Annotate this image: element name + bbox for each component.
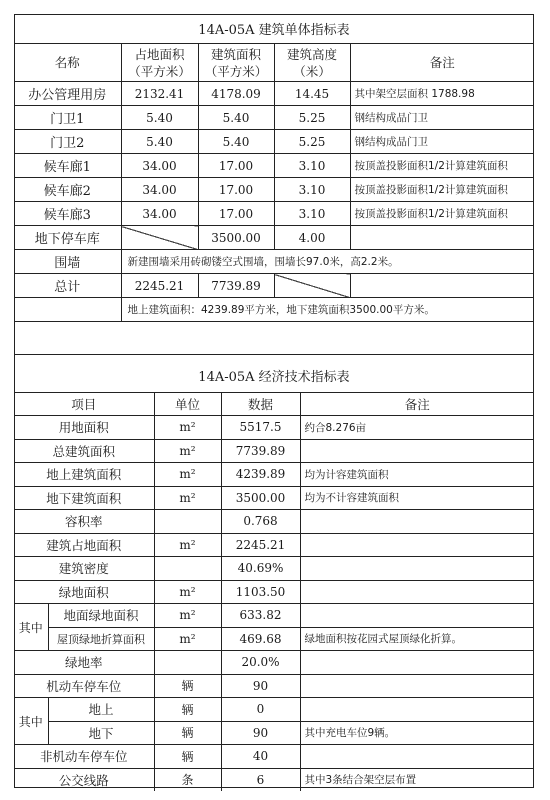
row-area: 4178.09: [198, 82, 274, 106]
row-item: 机动车停车位: [14, 674, 154, 698]
row-name: 总计: [14, 274, 121, 298]
row-unit: [154, 510, 221, 534]
row-value: 90: [221, 721, 300, 745]
row-value: 7739.89: [221, 439, 300, 463]
header-height: 建筑高度 （米）: [274, 44, 350, 82]
row-note: [300, 604, 534, 628]
row-note: 按顶盖投影面积1/2计算建筑面积: [350, 154, 534, 178]
row-item: 地面绿地面积: [48, 604, 154, 628]
row-name: 围墙: [14, 250, 121, 274]
building-indicator-table: [14, 14, 534, 355]
table1-title: 14A-05A 建筑单体指标表: [14, 14, 534, 44]
empty-diagonal-cell: [274, 274, 350, 298]
row-unit: m²: [154, 604, 221, 628]
row-footprint: 34.00: [121, 178, 198, 202]
row-unit: [154, 557, 221, 581]
empty-diagonal-cell: [121, 226, 198, 250]
row-unit: 条: [154, 768, 221, 791]
row-value: 633.82: [221, 604, 300, 628]
row-note: 按顶盖投影面积1/2计算建筑面积: [350, 178, 534, 202]
row-value: 90: [221, 674, 300, 698]
row-name: 候车廊1: [14, 154, 121, 178]
row-note: 均为计容建筑面积: [300, 463, 534, 487]
row-item: 建筑占地面积: [14, 533, 154, 557]
wall-description: 新建围墙采用砖砌镂空式围墙，围墙长97.0米，高2.2米。: [121, 250, 534, 274]
row-height: 3.10: [274, 154, 350, 178]
header-note: 备注: [350, 44, 534, 82]
row-height: 5.25: [274, 130, 350, 154]
row-value: 4239.89: [221, 463, 300, 487]
group-label-green: 其中: [14, 604, 48, 651]
row-height: 14.45: [274, 82, 350, 106]
row-note: [300, 745, 534, 769]
row-name: 候车廊3: [14, 202, 121, 226]
row-note: [300, 533, 534, 557]
header-area: 建筑面积 （平方米）: [198, 44, 274, 82]
row-unit: m²: [154, 463, 221, 487]
row-value: 40.69%: [221, 557, 300, 581]
row-height: 4.00: [274, 226, 350, 250]
row-value: 1103.50: [221, 580, 300, 604]
row-note: [300, 510, 534, 534]
row-height: 3.10: [274, 202, 350, 226]
row-unit: 辆: [154, 721, 221, 745]
row-item: 地下建筑面积: [14, 486, 154, 510]
row-note: 钢结构成品门卫: [350, 106, 534, 130]
table-row: [14, 580, 534, 604]
row-note: 其中充电车位9辆。: [300, 721, 534, 745]
group-label-parking: 其中: [14, 698, 48, 745]
row-item: 建筑密度: [14, 557, 154, 581]
table-row: [14, 416, 534, 440]
basement-row: [14, 226, 534, 250]
row-height: 3.10: [274, 178, 350, 202]
total-footprint: 2245.21: [121, 274, 198, 298]
document-page: [14, 14, 534, 788]
table-row: [14, 439, 534, 463]
row-note: 均为不计容建筑面积: [300, 486, 534, 510]
row-value: 40: [221, 745, 300, 769]
total-area: 7739.89: [198, 274, 274, 298]
table-row: [14, 674, 534, 698]
row-name: 地下停车库: [14, 226, 121, 250]
row-area: 17.00: [198, 154, 274, 178]
header-item: 项目: [14, 393, 154, 416]
row-name: 候车廊2: [14, 178, 121, 202]
row-note: 绿地面积按花园式屋顶绿化折算。: [300, 627, 534, 651]
empty-cell: [14, 298, 121, 322]
row-note: 约合8.276亩: [300, 416, 534, 440]
blank-row: [14, 322, 534, 355]
row-unit: m²: [154, 416, 221, 440]
row-value: 2245.21: [221, 533, 300, 557]
table1-header-row: [14, 44, 534, 82]
row-item: 地上: [48, 698, 154, 722]
row-area: 5.40: [198, 130, 274, 154]
table-row: [14, 698, 534, 722]
row-unit: 辆: [154, 698, 221, 722]
row-value: 6: [221, 768, 300, 791]
row-note: [350, 274, 534, 298]
table-row: [14, 533, 534, 557]
row-area: 17.00: [198, 178, 274, 202]
row-value: 0: [221, 698, 300, 722]
table2-header-row: [14, 393, 534, 416]
summary-text: 地上建筑面积：4239.89平方米，地下建筑面积3500.00平方米。: [121, 298, 534, 322]
row-item: 绿地率: [14, 651, 154, 675]
row-unit: m²: [154, 627, 221, 651]
row-note: [300, 674, 534, 698]
row-height: 5.25: [274, 106, 350, 130]
table-row: [14, 486, 534, 510]
row-footprint: 34.00: [121, 202, 198, 226]
row-note: [300, 698, 534, 722]
table-row: [14, 154, 534, 178]
row-item: 绿地面积: [14, 580, 154, 604]
economic-indicator-table: [14, 359, 534, 791]
header-footprint: 占地面积 （平方米）: [121, 44, 198, 82]
row-note: [300, 580, 534, 604]
row-item: 非机动车停车位: [14, 745, 154, 769]
header-note: 备注: [300, 393, 534, 416]
header-name: 名称: [14, 44, 121, 82]
table-row: [14, 463, 534, 487]
table-row: [14, 604, 534, 628]
table-row: [14, 745, 534, 769]
row-footprint: 2132.41: [121, 82, 198, 106]
row-note: [300, 439, 534, 463]
row-unit: m²: [154, 533, 221, 557]
row-footprint: 34.00: [121, 154, 198, 178]
row-value: 5517.5: [221, 416, 300, 440]
row-value: 0.768: [221, 510, 300, 534]
row-unit: m²: [154, 439, 221, 463]
table-row: [14, 82, 534, 106]
row-note: 按顶盖投影面积1/2计算建筑面积: [350, 202, 534, 226]
table-row: [14, 510, 534, 534]
row-item: 公交线路: [14, 768, 154, 791]
row-item: 屋顶绿地折算面积: [48, 627, 154, 651]
row-value: 20.0%: [221, 651, 300, 675]
row-value: 3500.00: [221, 486, 300, 510]
table2-title: 14A-05A 经济技术指标表: [14, 359, 534, 393]
header-value: 数据: [221, 393, 300, 416]
row-unit: 辆: [154, 674, 221, 698]
table-row: [14, 627, 534, 651]
table-row: [14, 106, 534, 130]
row-note: [300, 557, 534, 581]
total-row: [14, 274, 534, 298]
table-row: [14, 651, 534, 675]
row-unit: m²: [154, 580, 221, 604]
row-item: 地上建筑面积: [14, 463, 154, 487]
row-footprint: 5.40: [121, 106, 198, 130]
table-row: [14, 202, 534, 226]
row-note: [300, 651, 534, 675]
row-item: 用地面积: [14, 416, 154, 440]
row-area: 17.00: [198, 202, 274, 226]
empty-cell: [14, 322, 534, 355]
table-row: [14, 721, 534, 745]
row-footprint: 5.40: [121, 130, 198, 154]
row-unit: 辆: [154, 745, 221, 769]
row-unit: m²: [154, 486, 221, 510]
row-area: 5.40: [198, 106, 274, 130]
table-row: [14, 130, 534, 154]
row-item: 容积率: [14, 510, 154, 534]
table-row: [14, 768, 534, 791]
row-area: 3500.00: [198, 226, 274, 250]
row-note: 钢结构成品门卫: [350, 130, 534, 154]
summary-row: [14, 298, 534, 322]
row-unit: [154, 651, 221, 675]
row-note: 其中架空层面积 1788.98: [350, 82, 534, 106]
row-item: 总建筑面积: [14, 439, 154, 463]
table-row: [14, 178, 534, 202]
table-row: [14, 557, 534, 581]
row-name: 门卫2: [14, 130, 121, 154]
row-name: 门卫1: [14, 106, 121, 130]
row-name: 办公管理用房: [14, 82, 121, 106]
row-note: [350, 226, 534, 250]
header-unit: 单位: [154, 393, 221, 416]
wall-row: [14, 250, 534, 274]
row-value: 469.68: [221, 627, 300, 651]
row-item: 地下: [48, 721, 154, 745]
row-note: 其中3条结合架空层布置: [300, 768, 534, 791]
